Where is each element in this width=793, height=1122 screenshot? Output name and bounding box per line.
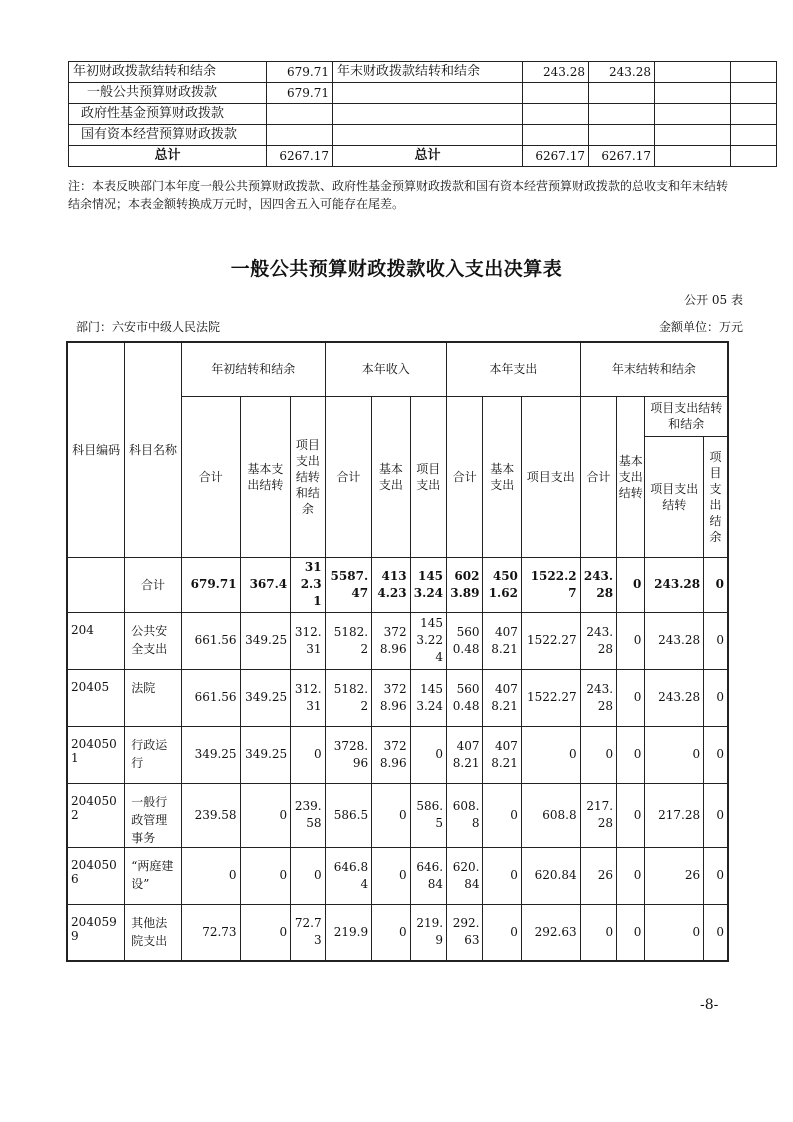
cell-value: 3728.96 <box>372 726 410 783</box>
cell-value: 0 <box>372 904 410 961</box>
cell-value: 0 <box>617 847 645 904</box>
cell-value: 5600.48 <box>447 669 483 726</box>
cell-name: 公共安全支出 <box>125 612 182 669</box>
cell-value: 219.9 <box>325 904 372 961</box>
cell-code: 20405 <box>67 669 125 726</box>
table-row <box>69 104 777 125</box>
cell-value: 292.63 <box>447 904 483 961</box>
table-row <box>69 125 777 146</box>
empty-cell <box>731 146 777 167</box>
header-project-carry: 项目支出结转 <box>645 436 704 557</box>
total-value: 6267.17 <box>523 146 589 167</box>
cell-name: 合计 <box>125 557 182 612</box>
cell-value: 620.84 <box>521 847 580 904</box>
table-row <box>67 904 728 961</box>
cell-name: “两庭建设” <box>125 847 182 904</box>
row-value: 679.71 <box>267 62 333 83</box>
row-value <box>589 83 655 104</box>
cell-value: 586.5 <box>410 783 446 847</box>
row-value <box>523 83 589 104</box>
row-label: 一般公共预算财政拨款 <box>69 83 267 104</box>
cell-value: 1522.27 <box>521 669 580 726</box>
cell-value: 0 <box>704 904 728 961</box>
cell-code: 2040599 <box>67 904 125 961</box>
empty-cell <box>731 104 777 125</box>
cell-value: 0 <box>580 726 616 783</box>
table-row <box>67 669 728 726</box>
cell-value: 0 <box>240 847 291 904</box>
row-value: 679.71 <box>267 83 333 104</box>
cell-value: 239.58 <box>181 783 240 847</box>
empty-cell <box>655 146 731 167</box>
cell-value: 1453.24 <box>410 557 446 612</box>
cell-value: 367.4 <box>240 557 291 612</box>
cell-value: 349.25 <box>240 612 291 669</box>
cell-value: 661.56 <box>181 612 240 669</box>
cell-value: 0 <box>704 612 728 669</box>
cell-value: 243.28 <box>580 557 616 612</box>
cell-value: 217.28 <box>580 783 616 847</box>
row-label: 国有资本经营预算财政拨款 <box>69 125 267 146</box>
cell-value: 3728.96 <box>372 669 410 726</box>
table-row <box>67 557 728 612</box>
cell-value: 0 <box>617 726 645 783</box>
cell-value: 3728.96 <box>372 612 410 669</box>
header-row <box>67 342 728 396</box>
cell-value: 243.28 <box>645 612 704 669</box>
cell-name: 一般行政管理事务 <box>125 783 182 847</box>
cell-value: 0 <box>240 783 291 847</box>
cell-value: 349.25 <box>240 669 291 726</box>
page-number: -8- <box>700 997 719 1013</box>
cell-value: 608.8 <box>521 783 580 847</box>
cell-value: 72.73 <box>291 904 325 961</box>
cell-value: 5182.2 <box>325 612 372 669</box>
cell-value: 349.25 <box>240 726 291 783</box>
row-value <box>267 125 333 146</box>
cell-value: 0 <box>704 847 728 904</box>
cell-value: 661.56 <box>181 669 240 726</box>
cell-value: 312.31 <box>291 669 325 726</box>
row-value <box>523 104 589 125</box>
header-name: 科目名称 <box>125 342 182 557</box>
cell-value: 0 <box>181 847 240 904</box>
cell-value: 0 <box>617 669 645 726</box>
header-project-balance: 项目支出结余 <box>704 436 728 557</box>
cell-value: 5600.48 <box>447 612 483 669</box>
cell-value: 679.71 <box>181 557 240 612</box>
cell-code: 2040501 <box>67 726 125 783</box>
cell-value: 219.9 <box>410 904 446 961</box>
table-row <box>67 726 728 783</box>
header-ending: 年末结转和结余 <box>580 342 728 396</box>
row-value <box>523 125 589 146</box>
cell-value: 0 <box>240 904 291 961</box>
cell-value: 4078.21 <box>483 612 521 669</box>
cell-name: 法院 <box>125 669 182 726</box>
cell-value: 0 <box>617 783 645 847</box>
cell-value: 243.28 <box>645 557 704 612</box>
cell-value: 0 <box>645 904 704 961</box>
empty-cell <box>655 83 731 104</box>
department-label: 部门：六安市中级人民法院 <box>76 320 221 334</box>
cell-name: 其他法院支出 <box>125 904 182 961</box>
cell-value: 0 <box>291 847 325 904</box>
cell-value: 586.5 <box>325 783 372 847</box>
total-value: 6267.17 <box>267 146 333 167</box>
table-row <box>67 612 728 669</box>
table-code: 公开 05 表 <box>684 293 743 307</box>
empty-cell <box>731 125 777 146</box>
row-label: 年末财政拨款结转和结余 <box>333 62 523 83</box>
cell-value: 4501.62 <box>483 557 521 612</box>
cell-value: 0 <box>483 904 521 961</box>
table-row <box>67 847 728 904</box>
cell-value: 0 <box>617 904 645 961</box>
cell-value: 0 <box>521 726 580 783</box>
header-basic-carry: 基本支出结转 <box>240 396 291 557</box>
table-row <box>69 83 777 104</box>
cell-value: 0 <box>617 557 645 612</box>
cell-value: 1453.24 <box>410 669 446 726</box>
cell-value: 243.28 <box>580 669 616 726</box>
empty-cell <box>655 104 731 125</box>
cell-code: 2040506 <box>67 847 125 904</box>
cell-value: 608.8 <box>447 783 483 847</box>
cell-value: 0 <box>704 557 728 612</box>
cell-value: 0 <box>410 726 446 783</box>
cell-value: 646.84 <box>410 847 446 904</box>
header-project-expense: 项目支出 <box>410 396 446 557</box>
row-value <box>589 104 655 125</box>
cell-value: 292.63 <box>521 904 580 961</box>
row-value: 243.28 <box>589 62 655 83</box>
cell-value: 620.84 <box>447 847 483 904</box>
cell-value: 0 <box>483 847 521 904</box>
cell-value: 4078.21 <box>483 669 521 726</box>
cell-code <box>67 557 125 612</box>
cell-value: 5587.47 <box>325 557 372 612</box>
row-value <box>589 125 655 146</box>
total-row <box>69 146 777 167</box>
cell-value: 5182.2 <box>325 669 372 726</box>
header-total: 合计 <box>181 396 240 557</box>
cell-value: 0 <box>617 612 645 669</box>
cell-name: 行政运行 <box>125 726 182 783</box>
table-row <box>69 62 777 83</box>
cell-value: 4078.21 <box>447 726 483 783</box>
cell-value: 217.28 <box>645 783 704 847</box>
cell-value: 4078.21 <box>483 726 521 783</box>
header-income: 本年收入 <box>325 342 446 396</box>
cell-value: 0 <box>704 669 728 726</box>
cell-value: 646.84 <box>325 847 372 904</box>
row-label <box>333 83 523 104</box>
cell-value: 1453.224 <box>410 612 446 669</box>
cell-value: 0 <box>372 783 410 847</box>
cell-value: 0 <box>704 783 728 847</box>
cell-value: 0 <box>372 847 410 904</box>
cell-value: 26 <box>645 847 704 904</box>
empty-cell <box>731 62 777 83</box>
row-value <box>267 104 333 125</box>
header-code: 科目编码 <box>67 342 125 557</box>
cell-code: 204 <box>67 612 125 669</box>
cell-value: 0 <box>645 726 704 783</box>
cell-value: 0 <box>483 783 521 847</box>
page-title: 一般公共预算财政拨款收入支出决算表 <box>230 258 563 280</box>
continued-summary-table <box>68 61 777 167</box>
header-basic-carry: 基本支出结转 <box>617 396 645 557</box>
empty-cell <box>655 125 731 146</box>
cell-value: 72.73 <box>181 904 240 961</box>
row-label: 政府性基金预算财政拨款 <box>69 104 267 125</box>
header-project-expense: 项目支出 <box>521 396 580 557</box>
cell-value: 6023.89 <box>447 557 483 612</box>
cell-value: 243.28 <box>580 612 616 669</box>
cell-value: 1522.27 <box>521 557 580 612</box>
header-total: 合计 <box>580 396 616 557</box>
cell-value: 0 <box>291 726 325 783</box>
row-value: 243.28 <box>523 62 589 83</box>
total-value: 6267.17 <box>589 146 655 167</box>
budget-table <box>66 341 729 962</box>
header-basic-expense: 基本支出 <box>372 396 410 557</box>
cell-value: 312.31 <box>291 557 325 612</box>
header-project-carry-balance: 项目支出结转和结余 <box>291 396 325 557</box>
table-note: 注：本表反映部门本年度一般公共预算财政拨款、政府性基金预算财政拨款和国有资本经营预算财政拨款的总收支和年末结转结余情况；本表金额转换成万元时，因四舍五入可能存在尾差。 <box>68 179 729 211</box>
cell-value: 0 <box>580 904 616 961</box>
cell-value: 3728.96 <box>325 726 372 783</box>
cell-value: 349.25 <box>181 726 240 783</box>
cell-code: 2040502 <box>67 783 125 847</box>
total-label: 总计 <box>69 146 267 167</box>
header-total: 合计 <box>447 396 483 557</box>
header-beginning: 年初结转和结余 <box>181 342 325 396</box>
table-row <box>67 783 728 847</box>
header-basic-expense: 基本支出 <box>483 396 521 557</box>
cell-value: 239.58 <box>291 783 325 847</box>
cell-value: 26 <box>580 847 616 904</box>
cell-value: 0 <box>704 726 728 783</box>
cell-value: 243.28 <box>645 669 704 726</box>
row-label <box>333 104 523 125</box>
cell-value: 4134.23 <box>372 557 410 612</box>
empty-cell <box>655 62 731 83</box>
row-label <box>333 125 523 146</box>
cell-value: 1522.27 <box>521 612 580 669</box>
row-label: 年初财政拨款结转和结余 <box>69 62 267 83</box>
header-expense: 本年支出 <box>447 342 581 396</box>
header-total: 合计 <box>325 396 372 557</box>
header-project-group: 项目支出结转和结余 <box>645 396 728 436</box>
unit-label: 金额单位：万元 <box>658 320 743 334</box>
empty-cell <box>731 83 777 104</box>
cell-value: 312.31 <box>291 612 325 669</box>
total-label: 总计 <box>333 146 523 167</box>
